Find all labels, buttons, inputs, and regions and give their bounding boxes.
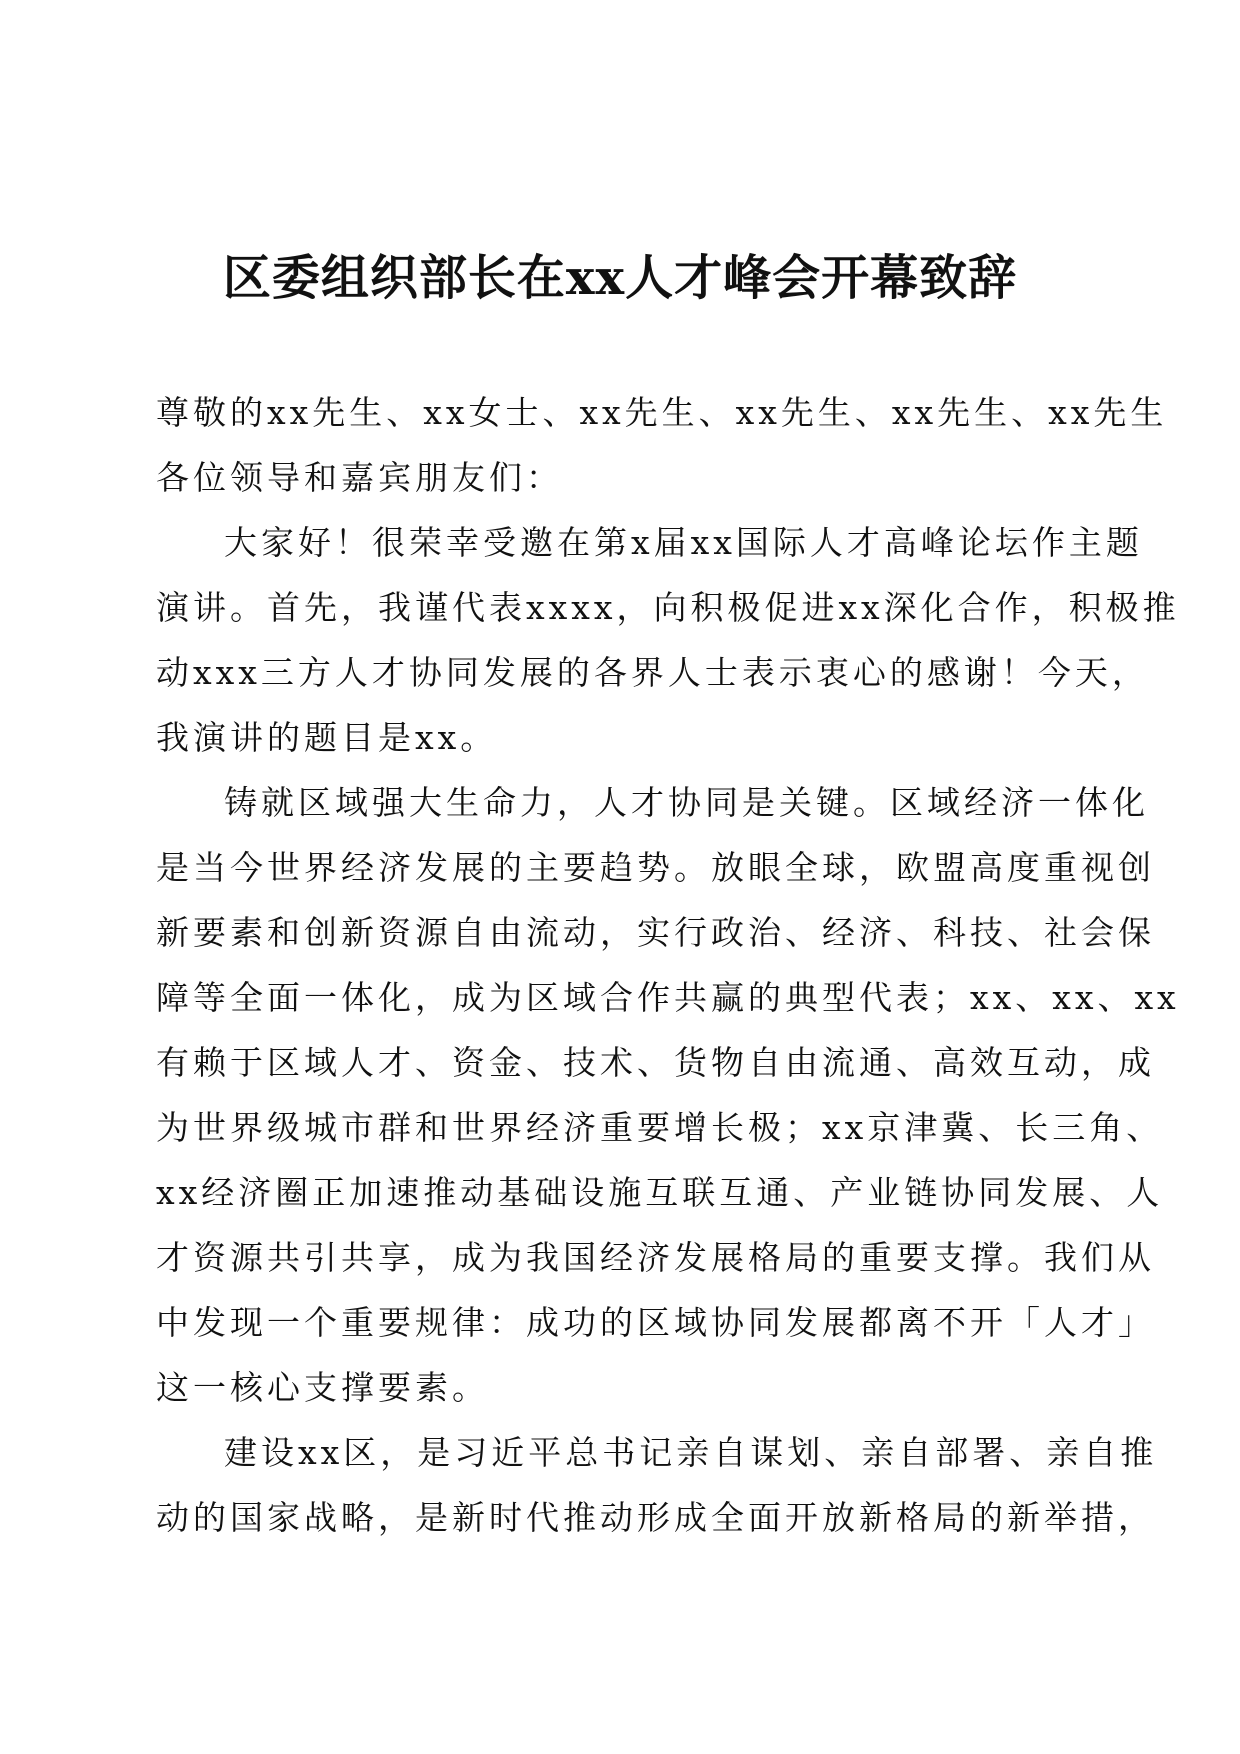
- text-line: 铸就区域强大生命力，人才协同是关键。区域经济一体化: [224, 783, 1149, 822]
- text-line: 动的国家战略，是新时代推动形成全面开放新格局的新举措，: [156, 1498, 1155, 1537]
- text-line: 各位领导和嘉宾朋友们：: [156, 458, 563, 497]
- document-body: [156, 380, 1180, 1550]
- text-line: 有赖于区域人才、资金、技术、货物自由流通、高效互动，成: [156, 1043, 1155, 1082]
- text-line: 障等全面一体化，成为区域合作共赢的典型代表；xx、xx、xx: [156, 978, 1180, 1017]
- text-line: 才资源共引共享，成为我国经济发展格局的重要支撑。我们从: [156, 1238, 1155, 1277]
- text-line: 演讲。首先，我谨代表xxxx，向积极促进xx深化合作，积极推: [156, 588, 1180, 627]
- text-line: 这一核心支撑要素。: [156, 1368, 489, 1407]
- document-title: 区委组织部长在xx人才峰会开幕致辞: [222, 250, 1018, 306]
- text-line: 中发现一个重要规律：成功的区域协同发展都离不开「人才」: [156, 1303, 1155, 1342]
- text-line: 新要素和创新资源自由流动，实行政治、经济、科技、社会保: [156, 913, 1155, 952]
- text-line: 尊敬的xx先生、xx女士、xx先生、xx先生、xx先生、xx先生: [156, 393, 1168, 432]
- text-line: 为世界级城市群和世界经济重要增长极；xx京津冀、长三角、: [156, 1108, 1164, 1147]
- text-line: 建设xx区，是习近平总书记亲自谋划、亲自部署、亲自推: [224, 1433, 1158, 1472]
- text-line: 我演讲的题目是xx。: [156, 718, 498, 757]
- text-line: 是当今世界经济发展的主要趋势。放眼全球，欧盟高度重视创: [156, 848, 1155, 887]
- text-line: 动xxx三方人才协同发展的各界人士表示衷心的感谢！今天，: [156, 653, 1149, 692]
- text-line: xx经济圈正加速推动基础设施互联互通、产业链协同发展、人: [156, 1173, 1164, 1212]
- text-line: 大家好！很荣幸受邀在第x届xx国际人才高峰论坛作主题: [224, 523, 1143, 562]
